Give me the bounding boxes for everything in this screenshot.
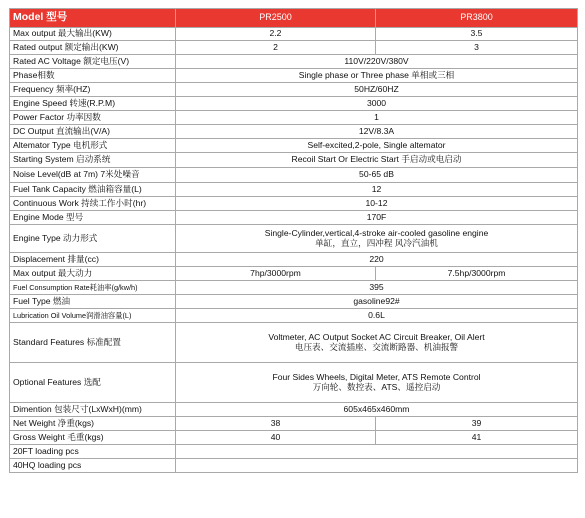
spec-value: 220: [176, 253, 578, 267]
spec-row: [10, 363, 578, 403]
spec-value-line: Single-Cylinder,vertical,4-stroke air-cooled gasoline engine: [264, 228, 489, 239]
spec-value: gasoline92#: [176, 295, 578, 309]
spec-row: [10, 55, 578, 69]
spec-value: 7.5hp/3000rpm: [376, 267, 578, 281]
spec-value: 0.6L: [176, 309, 578, 323]
spec-value: [176, 363, 578, 403]
spec-label: Gross Weight 毛重(kgs): [10, 431, 176, 445]
spec-row: [10, 139, 578, 153]
spec-label: Optional Features 选配: [10, 363, 176, 403]
spec-row: [10, 417, 578, 431]
spec-label: Continuous Work 持续工作小时(hr): [10, 197, 176, 211]
spec-row: [10, 83, 578, 97]
spec-label: Max output 最大输出(KW): [10, 28, 176, 41]
spec-row: [10, 28, 578, 41]
spec-value: 12: [176, 183, 578, 197]
spec-row: [10, 459, 578, 473]
spec-label: Max output 最大动力: [10, 267, 176, 281]
spec-row: [10, 309, 578, 323]
spec-value: 3000: [176, 97, 578, 111]
spec-value: [176, 225, 578, 253]
spec-label: Engine Type 动力形式: [10, 225, 176, 253]
spec-label: Noise Level(dB at 7m) 7米处噪音: [10, 168, 176, 183]
model-name: PR3800: [376, 9, 578, 28]
spec-label: Fuel Consumption Rate耗油率(g/kw/h): [10, 281, 176, 295]
spec-value: 2: [176, 41, 376, 55]
spec-label: Lubrication Oil Volume润滑油容量(L): [10, 309, 176, 323]
spec-value: 10-12: [176, 197, 578, 211]
spec-value: 1: [176, 111, 578, 125]
spec-label: Displacement 排量(cc): [10, 253, 176, 267]
spec-row: [10, 125, 578, 139]
spec-row: [10, 168, 578, 183]
spec-label: Starting System 启动系统: [10, 153, 176, 168]
spec-value: 50-65 dB: [176, 168, 578, 183]
spec-label: Engine Speed 转速(R.P.M): [10, 97, 176, 111]
spec-value: 395: [176, 281, 578, 295]
spec-label: 20FT loading pcs: [10, 445, 176, 459]
spec-row: [10, 403, 578, 417]
spec-label: Rated output 额定输出(KW): [10, 41, 176, 55]
spec-label: Power Factor 功率因数: [10, 111, 176, 125]
spec-label: Fuel Tank Capacity 燃油箱容量(L): [10, 183, 176, 197]
model-name: PR2500: [176, 9, 376, 28]
spec-row: [10, 295, 578, 309]
spec-value: [176, 459, 578, 473]
spec-value: 12V/8.3A: [176, 125, 578, 139]
spec-row: [10, 97, 578, 111]
spec-table: [9, 8, 578, 473]
spec-label: Engine Mode 型号: [10, 211, 176, 225]
spec-label: Rated AC Voltage 额定电压(V): [10, 55, 176, 69]
spec-row: [10, 69, 578, 83]
spec-value: 2.2: [176, 28, 376, 41]
spec-label: Altemator Type 电机形式: [10, 139, 176, 153]
spec-row: [10, 281, 578, 295]
spec-row: [10, 197, 578, 211]
spec-value: 605x465x460mm: [176, 403, 578, 417]
spec-value: [176, 323, 578, 363]
spec-value-line: 单缸，直立，四冲程 风冷汽油机: [315, 237, 438, 248]
spec-label: Frequency 频率(HZ): [10, 83, 176, 97]
spec-value: 50HZ/60HZ: [176, 83, 578, 97]
spec-row: [10, 111, 578, 125]
spec-value: 41: [376, 431, 578, 445]
spec-value: 110V/220V/380V: [176, 55, 578, 69]
spec-row: [10, 445, 578, 459]
spec-value: 39: [376, 417, 578, 431]
spec-value: 3.5: [376, 28, 578, 41]
spec-value: [176, 445, 578, 459]
spec-value: Single phase or Three phase 单相或三相: [176, 69, 578, 83]
spec-label: DC Output 直流输出(V/A): [10, 125, 176, 139]
model-label: Model 型号: [10, 9, 176, 28]
spec-row: [10, 323, 578, 363]
spec-label: Fuel Type 燃油: [10, 295, 176, 309]
spec-value-line: Voltmeter, AC Output Socket AC Circuit Breaker, Oil Alert: [268, 332, 485, 343]
spec-row: [10, 431, 578, 445]
spec-row: [10, 225, 578, 253]
spec-row: [10, 153, 578, 168]
spec-label: Standard Features 标准配置: [10, 323, 176, 363]
spec-value: Self-excited,2-pole, Single altemator: [176, 139, 578, 153]
header-row: [10, 9, 578, 28]
spec-label: Net Weight 净重(kgs): [10, 417, 176, 431]
spec-row: [10, 183, 578, 197]
spec-row: [10, 267, 578, 281]
spec-label: Phase相数: [10, 69, 176, 83]
spec-value-line: 电压表、交流插座、交流断路器、机油报警: [294, 341, 459, 352]
spec-value-line: Four Sides Wheels, Digital Meter, ATS Remote Control: [272, 372, 481, 383]
spec-label: 40HQ loading pcs: [10, 459, 176, 473]
spec-value: 40: [176, 431, 376, 445]
spec-value: 3: [376, 41, 578, 55]
spec-row: [10, 253, 578, 267]
spec-value: 38: [176, 417, 376, 431]
spec-label: Dimention 包装尺寸(LxWxH)(mm): [10, 403, 176, 417]
spec-value-line: 万向轮、数控表、ATS、遥控启动: [312, 381, 441, 392]
spec-value: 170F: [176, 211, 578, 225]
spec-value: Recoil Start Or Electric Start 手启动或电启动: [176, 153, 578, 168]
spec-value: 7hp/3000rpm: [176, 267, 376, 281]
spec-row: [10, 41, 578, 55]
spec-row: [10, 211, 578, 225]
